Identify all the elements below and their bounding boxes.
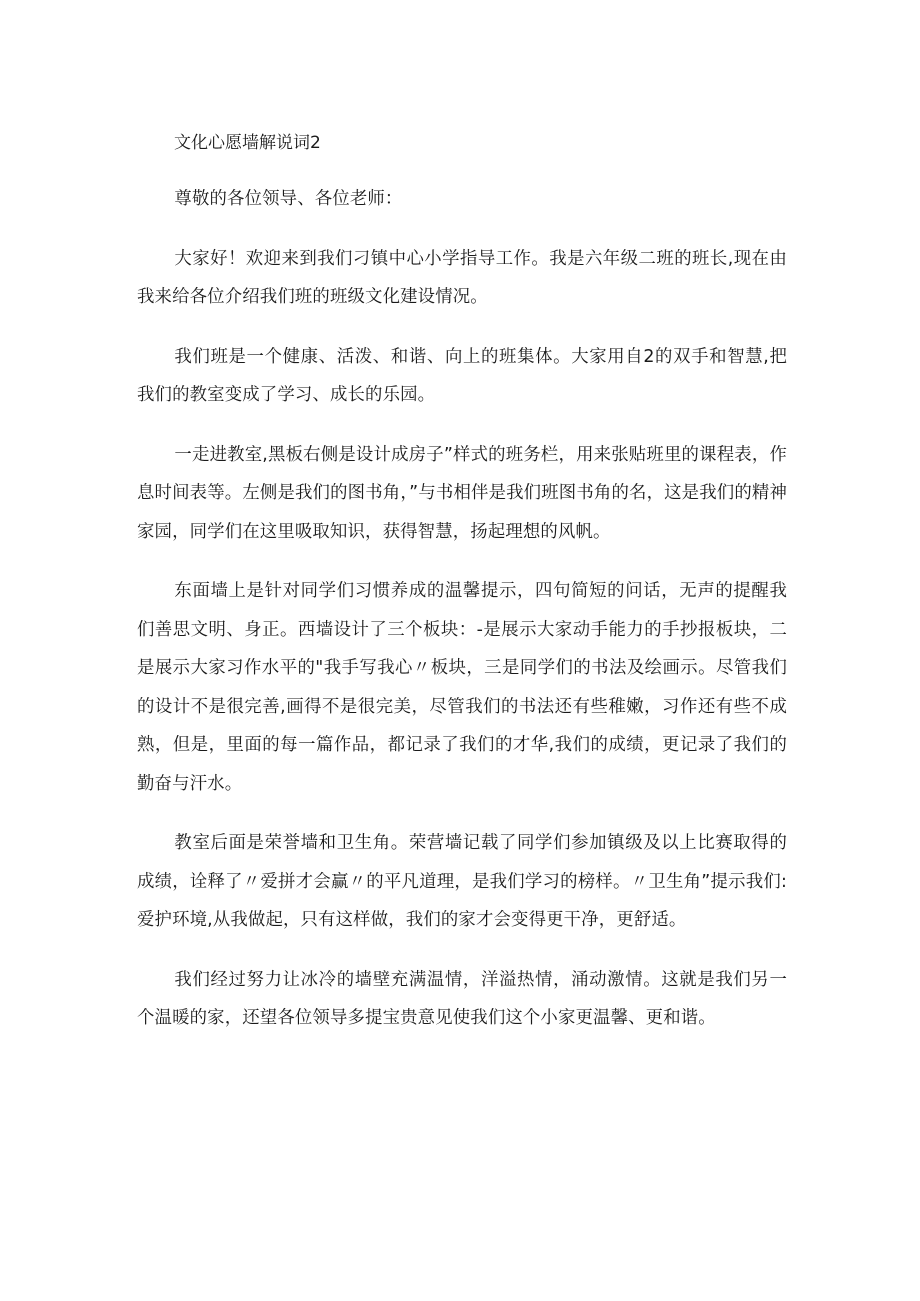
document-title: 文化心愿墙解说词2 — [174, 133, 321, 153]
paragraph-east-west-walls: 东面墙上是针对同学们习惯养成的温馨提示，四句简短的问话，无声的提醒我们善思文明、身正。西墙设计了三个板块：-是展示大家动手能力的手抄报板块，二是展示大家习作水平的"我手写我心〃板块，三是同学们的书法及绘画示。尽管我们的设计不是很完善,画得不是很完美，尽管我们的书法还有些稚嫩，习作还有些不成熟，但是，里面的每一篇作品，都记录了我们的才华,我们的成绩，更记录了我们的勤奋与汗水。 — [137, 581, 787, 794]
paragraph-honor-wall: 教室后面是荣誉墙和卫生角。荣营墙记载了同学们参加镇级及以上比赛取得的成绩，诠释了〃爱拼才会赢〃的平凡道理，是我们学习的榜样。〃卫生角”提示我们:爱护环境,从我做起，只有这样做，我们的家才会变得更干净，更舒适。 — [137, 833, 787, 930]
document-body — [137, 128, 787, 1059]
paragraph-salutation: 尊敬的各位领导、各位老师： — [174, 189, 403, 209]
paragraph-greeting: 大家好！欢迎来到我们刁镇中心小学指导工作。我是六年级二班的班长,现在由我来给各位介绍我们班的班级文化建设情况。 — [137, 248, 787, 307]
paragraph-classroom-entrance: 一走进教室,黑板右侧是设计成房子”样式的班务栏，用来张贴班里的课程表，作息时间表等。左侧是我们的图书角，”与书相伴是我们班图书角的名，这是我们的精神家园，同学们在这里吸取知识，获得智慧，扬起理想的风帆。 — [137, 444, 787, 542]
paragraph-class-intro: 我们班是一个健康、活泼、和谐、向上的班集体。大家用自2的双手和智慧,把我们的教室变成了学习、成长的乐园。 — [137, 346, 787, 405]
paragraph-closing: 我们经过努力让冰冷的墙壁充满温情，洋溢热情，涌动激情。这就是我们另一个温暖的家，还望各位领导多提宝贵意见使我们这个小家更温馨、更和谐。 — [137, 969, 787, 1028]
